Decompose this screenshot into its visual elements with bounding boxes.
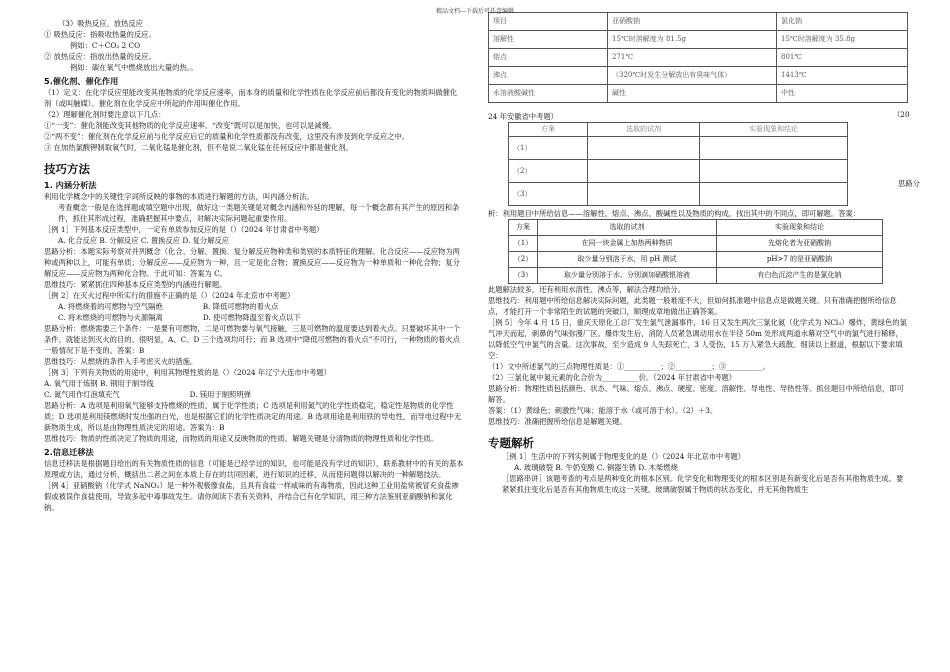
example-tip: 思维技巧：利用题中所给信息解决实际问题，此类题一般难度不大，但如何抓准题中信息点是做题关键。只有准确把握所给信息点，才能打开一个非常陌生的试题的突破口，顺理成章地做出正确答案。 bbox=[488, 296, 897, 316]
example-question: ［例 2］在灭火过程中所实行的措施不正确的是（）（2024 年北京市中考题） bbox=[44, 291, 295, 300]
table-cell: 沸点 bbox=[489, 67, 608, 85]
example-options: A. 化合反应 B. 分解反应 C. 置换反应 D. 复分解反应 bbox=[58, 236, 230, 245]
page-header: 精品文档---下载后可任意编辑 bbox=[435, 8, 515, 15]
example-tip: 思维技巧：准确把握所给信息是解题关键。 bbox=[488, 417, 627, 426]
table-cell: 15℃时溶解度为 81.5g bbox=[608, 31, 777, 49]
option-d: D. 使可燃物降温至着火点以下 bbox=[202, 313, 301, 322]
table-cell: 熔点 bbox=[489, 49, 608, 67]
table-row bbox=[489, 31, 908, 49]
table-cell bbox=[588, 160, 700, 183]
table-cell: 有白色沉淀产生的是氯化钠 bbox=[717, 268, 883, 284]
example-analysis: 思路分析：本题实际考察对并列概念（化合、分解、置换、复分解反应物种类和类别的本质特征的理解。化合反应——反应物为两种或两种以上，可能有单质；分解反应——反应物为一种，且一定是化合物；置换反应——反应物为一种单质和一种化合物；复分解反应——反应物为两种化合物。于此可知：答案为 C。 bbox=[44, 247, 460, 278]
table-row bbox=[489, 49, 908, 67]
text-paragraph: 考查概念一般是在选择题或填空题中出现，做好这一类题关键是对概念内涵和外延的理解，每一个概念都有其产生的原因和条件，抓住其形成过程，准确把握其中要点，对解决实际问题起重要作用。 bbox=[58, 203, 460, 223]
section-heading: 5.催化剂、催化作用 bbox=[44, 76, 119, 86]
text-line: （2）理解催化剂时要注意以下几点： bbox=[44, 110, 166, 119]
option-b: B. 降低可燃物的着火点 bbox=[202, 302, 279, 311]
section-title: 技巧方法 bbox=[44, 162, 90, 176]
text-fragment: （20 bbox=[893, 110, 910, 119]
table-cell: 取少量分别溶于水，分别滴加硝酸银溶液 bbox=[538, 268, 717, 284]
text-line: ③ 在加热氯酸钾制取氧气时，二氧化锰是催化剂，但不是说二氧化锰在任何反应中都是催化剂。 bbox=[44, 143, 353, 152]
table-row bbox=[509, 160, 848, 183]
table-cell: （3） bbox=[509, 268, 538, 284]
text-line: （3）吸热反应、放热反应 bbox=[58, 19, 143, 28]
text-line: ① 吸热反应：指吸收热量的反应。 bbox=[44, 30, 156, 39]
table-row bbox=[509, 252, 883, 268]
table-row bbox=[509, 268, 883, 284]
question-item: （2）三氯化氮中氮元素的化合价为__________价。（2024 年甘肃省中考题） bbox=[488, 373, 737, 382]
table-cell: pH>7 的是亚硝酸钠 bbox=[717, 252, 883, 268]
table-cell: （2） bbox=[509, 252, 538, 268]
text-line: ② 放热反应：指放出热量的反应。 bbox=[44, 52, 156, 61]
question-item: （1）文中所述氯气的三点物理性质是：①__________；②__________；③__________。 bbox=[488, 362, 770, 371]
table-cell: 碱性 bbox=[608, 85, 777, 103]
table-cell: （1） bbox=[509, 137, 588, 160]
example-options: A. 氧气用于炼钢 B. 钢用于制导线 bbox=[44, 379, 154, 388]
text-line: 例如：C＋CO₂ 2 CO bbox=[70, 41, 141, 50]
table-cell: 先熔化者为亚硝酸钠 bbox=[717, 236, 883, 252]
table-header-cell: 选取的试剂 bbox=[588, 123, 700, 137]
answer-blank-table bbox=[508, 122, 848, 206]
table-header-cell: 氯化钠 bbox=[777, 13, 908, 31]
table-cell bbox=[588, 183, 700, 206]
text-paragraph: 利用化学概念中的关键性字词所反映的事物的本质进行解题的方法，叫内涵分析法。 bbox=[44, 192, 314, 201]
example-options bbox=[44, 301, 464, 312]
table-cell: 271℃ bbox=[608, 49, 777, 67]
text-line: ①“一变”：催化剂能改变其他物质的化学反应速率。“改变”既可以是加快，也可以是减慢。 bbox=[44, 121, 337, 130]
table-cell: 中性 bbox=[777, 85, 908, 103]
table-header-cell: 实验现象和结论 bbox=[717, 220, 883, 236]
section-title: 专题解析 bbox=[488, 436, 534, 450]
example-options bbox=[44, 389, 464, 400]
example-question: ［例 1］下列基本反应类型中，一定有单质参加反应的是（）（2024 年甘肃省中考题） bbox=[44, 225, 324, 234]
subsection-heading: 1. 内涵分析法 bbox=[44, 180, 97, 190]
example-options bbox=[44, 312, 464, 323]
option-d: D. 镁用于制照明弹 bbox=[189, 390, 251, 399]
text-paragraph: 析：利用题目中所给信息——溶解性、熔点、沸点、酸碱性以及物质的构成，找出其中的不同点，即可解题。答案： bbox=[488, 209, 861, 218]
table-cell: 801℃ bbox=[777, 49, 908, 67]
text-line: 例如：碳在氧气中燃烧放出大量的热。。 bbox=[70, 63, 198, 72]
table-header-row bbox=[509, 123, 848, 137]
example-question: ［例 1］生活中的下列实例属于物理变化的是（）（2024 年北京市中考题） bbox=[502, 452, 746, 461]
table-cell: 15℃时溶解度为 35.8g bbox=[777, 31, 908, 49]
source-line: 24 年安徽省中考题） bbox=[488, 112, 558, 121]
table-header-cell: 亚硝酸钠 bbox=[608, 13, 777, 31]
left-column bbox=[44, 18, 464, 513]
text-line: ②“两不变”：催化剂在化学反应前与化学反应后它的质量和化学性质都没有改变，这里没有涉及到化学反应之中。 bbox=[44, 132, 410, 141]
table-cell: （1） bbox=[509, 236, 538, 252]
example-question: ［例 5］今年 4 月 15 日，重庆天原化工总厂发生氯气泄漏事件，16 日又发生两次三氯化氮（化学式为 NCl₃）爆炸，黄绿色的氯气冲天而起，刺鼻的气味弥漫厂区。爆炸发生后，消防人员紧急调动用水在半径 50m 处形成两道水幕对空气中的氯气进行稀释，以降低空气中氯气的含量。这次事故，至少造成 9 人失踪死亡，3 人受伤，15 万人紧急大疏散。细读以上报道，根据以下要求填空： bbox=[488, 318, 907, 360]
example-analysis: 思路分析：燃烧需要三个条件：一是要有可燃物，二是可燃物要与氧气接触，三是可燃物的温度要达到着火点。只要破坏其中一个条件，就能达到灭火的目的。很明显，A、C、D 三个选项均可行；而 B 选项中“降低可燃物的着火点”不可行，一种物质的着火点一般情况下是不变的。答案：B bbox=[44, 324, 460, 355]
table-cell: （2） bbox=[509, 160, 588, 183]
example-options: A. 玻璃破裂 B. 牛奶变酸 C. 铜器生锈 D. 木柴燃烧 bbox=[514, 463, 678, 472]
table-row bbox=[509, 137, 848, 160]
example-question: ［例 4］亚硝酸钠（化学式 NaNO₂）是一种外观极像食盐，且具有食盐一样咸味的有毒物质，因此这种工业用盐常被冒充食盐掺假或被误作食盐使用，导致多起中毒事故发生。请你阅读下表有关资料，并结合已有化学知识，用三种方法鉴别亚硝酸钠和氯化钠。 bbox=[44, 481, 459, 512]
table-header-cell: 方案 bbox=[509, 220, 538, 236]
example-tip: 思维技巧：物质的性质决定了物质的用途，而物质的用途又反映物质的性质。解题关键是分清物质的物理性质和化学性质。 bbox=[44, 434, 439, 443]
table-header-cell: 实验现象和结论 bbox=[700, 123, 848, 137]
property-table bbox=[488, 12, 908, 103]
table-cell: 取少量分别溶于水，用 pH 测试 bbox=[538, 252, 717, 268]
table-row bbox=[489, 67, 908, 85]
table-header-row bbox=[489, 13, 908, 31]
table-cell: 在同一块金属上加热两种物质 bbox=[538, 236, 717, 252]
answer-line: 答案：（1）黄绿色；刺激性气味；能溶于水（或可溶于水）。（2）＋3。 bbox=[488, 406, 718, 415]
option-c: C. 将未燃烧的可燃物与火源隔离 bbox=[58, 313, 163, 322]
option-a: A. 将燃烧着的可燃物与空气隔绝 bbox=[58, 302, 163, 311]
table-header-cell: 选取的试剂 bbox=[538, 220, 717, 236]
table-cell bbox=[588, 137, 700, 160]
table-row bbox=[509, 183, 848, 206]
table-cell: 溶解性 bbox=[489, 31, 608, 49]
example-question: ［例 3］下列有关物质的用途中，利用其物理性质的是（）（2024 年辽宁大连市中考题） bbox=[44, 368, 331, 377]
table-cell bbox=[700, 160, 848, 183]
table-cell: 水溶液酸碱性 bbox=[489, 85, 608, 103]
example-analysis: ［思路串讲］该题考查的考点是两种变化的根本区别。化学变化和物理变化的根本区别是有新变化后是否有其他物质生成。要紧紧抓住变化后是否有其他物质生成这一关键。玻璃破裂属于物质的状态变化，并无其他物质生 bbox=[502, 474, 904, 494]
table-row bbox=[489, 85, 908, 103]
text-line: 此题解法较多，还有利用水溶性、沸点等，解法合理均给分。 bbox=[488, 285, 686, 294]
example-tip: 思维技巧：紧紧抓住四种基本反应类型的内涵进行解题。 bbox=[44, 280, 227, 289]
subsection-heading: 2.信息迁移法 bbox=[44, 447, 94, 457]
table-cell bbox=[700, 137, 848, 160]
answer-table bbox=[508, 219, 883, 284]
table-cell: 1413℃ bbox=[777, 67, 908, 85]
table-header-row bbox=[509, 220, 883, 236]
right-column bbox=[488, 12, 920, 495]
example-tip: 思维技巧：从燃烧的条件入手考虑灭火的措施。 bbox=[44, 357, 198, 366]
text-fragment: 思路分 bbox=[898, 179, 920, 188]
table-header-cell: 项目 bbox=[489, 13, 608, 31]
table-cell bbox=[700, 183, 848, 206]
text-paragraph: 信息迁移法是根据题目给出的有关物质性质的信息（可能是已经学过的知识，也可能是没有学过的知识），联系教材中的有关的基本原理或方法，通过分析，概括出二者之间在本质上存在的共同因素，进行知识的迁移，从而使问题得以解决的一种解题技法。 bbox=[44, 459, 464, 479]
table-cell: （320℃时发生分解放出有臭味气体） bbox=[608, 67, 777, 85]
example-analysis: 思路分析：A 选项是利用氧气能够支持燃烧的性质，属于化学性质；C 选项是利用氮气的化学性质稳定，稳定性是物质的化学性质；D 选项是利用镁燃烧时发出强的白光，也是根据它们的化学性质决定的用途。B 选项用途是利用铁的导电性，而导电过程中无新物质生成，所以是由物理性质决定的用途。答案为：B bbox=[44, 401, 462, 432]
example-analysis: 思路分析：物理性质包括颜色、状态、气味、熔点、沸点、硬度、密度、溶解性、导电性、导热性等。抓住题目中所给信息，即可解答。 bbox=[488, 384, 904, 404]
table-header-cell: 方案 bbox=[509, 123, 588, 137]
option-c: C. 氮气用作灯泡填充气 bbox=[44, 390, 120, 399]
table-row bbox=[509, 236, 883, 252]
table-cell: （3） bbox=[509, 183, 588, 206]
text-paragraph: （1）定义：在化学反应里能改变其他物质的化学反应速率，而本身的质量和化学性质在化学反应前后都没有变化的物质叫做催化剂（或叫触媒）。催化剂在化学反应中所起的作用叫催化作用。 bbox=[44, 88, 458, 108]
